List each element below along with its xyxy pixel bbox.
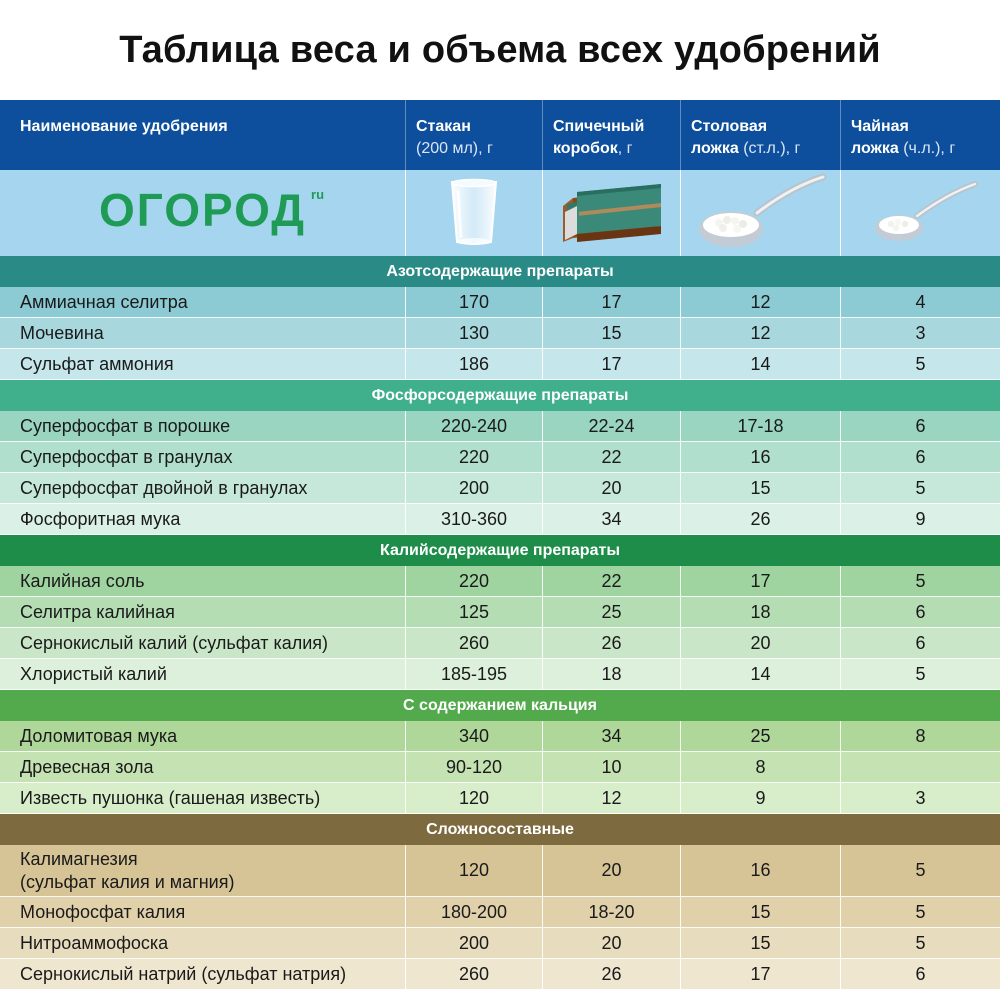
cell-name: Фосфоритная мука — [20, 508, 181, 529]
cell-matchbox: 25 — [542, 597, 680, 627]
cell-glass: 200 — [405, 928, 542, 958]
logo-suffix: ru — [311, 187, 325, 202]
cell-teaspoon: 4 — [840, 287, 1000, 317]
header-teaspoon-unit: (ч.л.), г — [898, 140, 956, 157]
cell-teaspoon: 6 — [840, 597, 1000, 627]
cell-name: Нитроаммофоска — [20, 932, 169, 953]
cell-matchbox: 34 — [542, 504, 680, 534]
header-teaspoon-label-2: ложка — [851, 140, 899, 157]
cell-teaspoon: 6 — [840, 628, 1000, 658]
table-row — [0, 411, 1000, 442]
table-row — [0, 752, 1000, 783]
cell-matchbox: 26 — [542, 628, 680, 658]
cell-name: Аммиачная селитра — [20, 291, 188, 312]
table-row — [0, 442, 1000, 473]
table-row — [0, 959, 1000, 990]
cell-matchbox: 18-20 — [542, 897, 680, 927]
cell-teaspoon: 5 — [840, 566, 1000, 596]
cell-teaspoon: 6 — [840, 442, 1000, 472]
cell-matchbox: 18 — [542, 659, 680, 689]
header-glass-column — [405, 100, 542, 170]
table-row — [0, 504, 1000, 535]
glass-icon — [444, 178, 504, 248]
section-header: Калийсодержащие препараты — [0, 535, 1000, 566]
cell-name: Суперфосфат двойной в гранулах — [20, 477, 308, 498]
header-glass-unit: (200 мл), г — [416, 140, 493, 157]
cell-matchbox: 26 — [542, 959, 680, 989]
header-teaspoon-column — [840, 100, 1000, 170]
cell-tablespoon: 17 — [680, 566, 840, 596]
cell-teaspoon: 5 — [840, 659, 1000, 689]
cell-tablespoon: 17 — [680, 959, 840, 989]
cell-glass: 220 — [405, 442, 542, 472]
header-name-label: Наименование удобрения — [20, 118, 228, 135]
cell-name: Калийная соль — [20, 570, 145, 591]
cell-tablespoon: 12 — [680, 318, 840, 348]
cell-tablespoon: 15 — [680, 928, 840, 958]
section-header: С содержанием кальция — [0, 690, 1000, 721]
cell-matchbox: 34 — [542, 721, 680, 751]
cell-name: Хлористый калий — [20, 663, 167, 684]
page-title: Таблица веса и объема всех удобрений — [119, 28, 881, 71]
cell-glass: 260 — [405, 959, 542, 989]
table-row — [0, 845, 1000, 897]
logo-text: ОГОРОД — [98, 184, 307, 236]
cell-name: Сульфат аммония — [20, 353, 174, 374]
cell-teaspoon: 5 — [840, 845, 1000, 896]
cell-teaspoon: 8 — [840, 721, 1000, 751]
matchbox-cell — [542, 170, 680, 256]
cell-name: Известь пушонка (гашеная известь) — [20, 787, 321, 808]
cell-glass: 310-360 — [405, 504, 542, 534]
table-row — [0, 783, 1000, 814]
cell-teaspoon: 5 — [840, 473, 1000, 503]
cell-glass: 220-240 — [405, 411, 542, 441]
cell-glass: 125 — [405, 597, 542, 627]
table-row — [0, 628, 1000, 659]
cell-name-line1: Калимагнезия — [20, 848, 138, 869]
table-row — [0, 928, 1000, 959]
table-row — [0, 287, 1000, 318]
cell-teaspoon: 3 — [840, 318, 1000, 348]
cell-name: Сернокислый калий (сульфат калия) — [20, 632, 329, 653]
cell-name: Суперфосфат в порошке — [20, 415, 231, 436]
cell-matchbox: 15 — [542, 318, 680, 348]
cell-matchbox: 22 — [542, 442, 680, 472]
cell-matchbox: 12 — [542, 783, 680, 813]
cell-tablespoon: 9 — [680, 783, 840, 813]
ogorod-logo — [98, 183, 325, 237]
table-row — [0, 597, 1000, 628]
cell-glass: 170 — [405, 287, 542, 317]
header-name-column — [0, 100, 405, 170]
header-tablespoon-label-2: ложка — [691, 140, 739, 157]
cell-glass: 186 — [405, 349, 542, 379]
section-header: Сложносоставные — [0, 814, 1000, 845]
tablespoon-cell — [680, 170, 840, 256]
section-header: Азотсодержащие препараты — [0, 256, 1000, 287]
cell-glass: 260 — [405, 628, 542, 658]
table-header — [0, 100, 1000, 170]
cell-tablespoon: 14 — [680, 349, 840, 379]
table-row — [0, 349, 1000, 380]
cell-teaspoon: 5 — [840, 897, 1000, 927]
cell-glass: 200 — [405, 473, 542, 503]
cell-tablespoon: 20 — [680, 628, 840, 658]
cell-teaspoon: 9 — [840, 504, 1000, 534]
cell-tablespoon: 15 — [680, 473, 840, 503]
cell-name: Древесная зола — [20, 756, 154, 777]
cell-glass: 340 — [405, 721, 542, 751]
cell-matchbox: 20 — [542, 928, 680, 958]
table-row — [0, 318, 1000, 349]
section-header: Фосфорсодержащие препараты — [0, 380, 1000, 411]
glass-cell — [405, 170, 542, 256]
cell-tablespoon: 26 — [680, 504, 840, 534]
cell-tablespoon: 15 — [680, 897, 840, 927]
cell-tablespoon: 8 — [680, 752, 840, 782]
cell-name: Монофосфат калия — [20, 901, 186, 922]
cell-tablespoon: 25 — [680, 721, 840, 751]
cell-name: Селитра калийная — [20, 601, 175, 622]
cell-teaspoon — [840, 752, 1000, 782]
cell-name-line2: (сульфат калия и магния) — [20, 871, 235, 892]
cell-matchbox: 20 — [542, 845, 680, 896]
header-tablespoon-label-1: Столовая — [691, 118, 768, 135]
cell-teaspoon: 6 — [840, 959, 1000, 989]
cell-glass: 130 — [405, 318, 542, 348]
table-row — [0, 566, 1000, 597]
header-teaspoon-label-1: Чайная — [851, 118, 909, 135]
cell-tablespoon: 16 — [680, 442, 840, 472]
cell-tablespoon: 17-18 — [680, 411, 840, 441]
cell-teaspoon: 5 — [840, 349, 1000, 379]
header-matchbox-label-1: Спичечный — [553, 118, 645, 135]
table-row — [0, 721, 1000, 752]
table-row — [0, 659, 1000, 690]
cell-glass: 120 — [405, 783, 542, 813]
teaspoon-cell — [840, 170, 1000, 256]
cell-glass: 120 — [405, 845, 542, 896]
cell-matchbox: 20 — [542, 473, 680, 503]
cell-teaspoon: 3 — [840, 783, 1000, 813]
table-row — [0, 473, 1000, 504]
cell-tablespoon: 14 — [680, 659, 840, 689]
matchbox-icon — [557, 182, 667, 244]
header-tablespoon-unit: (ст.л.), г — [738, 140, 801, 157]
cell-glass: 220 — [405, 566, 542, 596]
cell-matchbox: 17 — [542, 287, 680, 317]
tablespoon-icon — [691, 173, 831, 253]
teaspoon-icon — [861, 178, 981, 248]
header-glass-label: Стакан — [416, 118, 471, 135]
cell-tablespoon: 18 — [680, 597, 840, 627]
header-matchbox-column — [542, 100, 680, 170]
cell-name: Сернокислый натрий (сульфат натрия) — [20, 963, 347, 984]
cell-name-wrap — [20, 848, 234, 894]
header-matchbox-unit: , г — [617, 140, 633, 157]
cell-tablespoon: 16 — [680, 845, 840, 896]
cell-matchbox: 17 — [542, 349, 680, 379]
cell-teaspoon: 6 — [840, 411, 1000, 441]
cell-matchbox: 10 — [542, 752, 680, 782]
cell-glass: 180-200 — [405, 897, 542, 927]
image-row — [0, 170, 1000, 256]
cell-name: Доломитовая мука — [20, 725, 178, 746]
cell-glass: 90-120 — [405, 752, 542, 782]
logo-cell — [0, 170, 405, 256]
cell-glass: 185-195 — [405, 659, 542, 689]
cell-matchbox: 22 — [542, 566, 680, 596]
cell-name — [0, 845, 405, 896]
cell-tablespoon: 12 — [680, 287, 840, 317]
cell-teaspoon: 5 — [840, 928, 1000, 958]
header-matchbox-label-2: коробок — [553, 140, 618, 157]
table-row — [0, 897, 1000, 928]
cell-name: Мочевина — [20, 322, 104, 343]
cell-matchbox: 22-24 — [542, 411, 680, 441]
header-tablespoon-column — [680, 100, 840, 170]
cell-name: Суперфосфат в гранулах — [20, 446, 233, 467]
